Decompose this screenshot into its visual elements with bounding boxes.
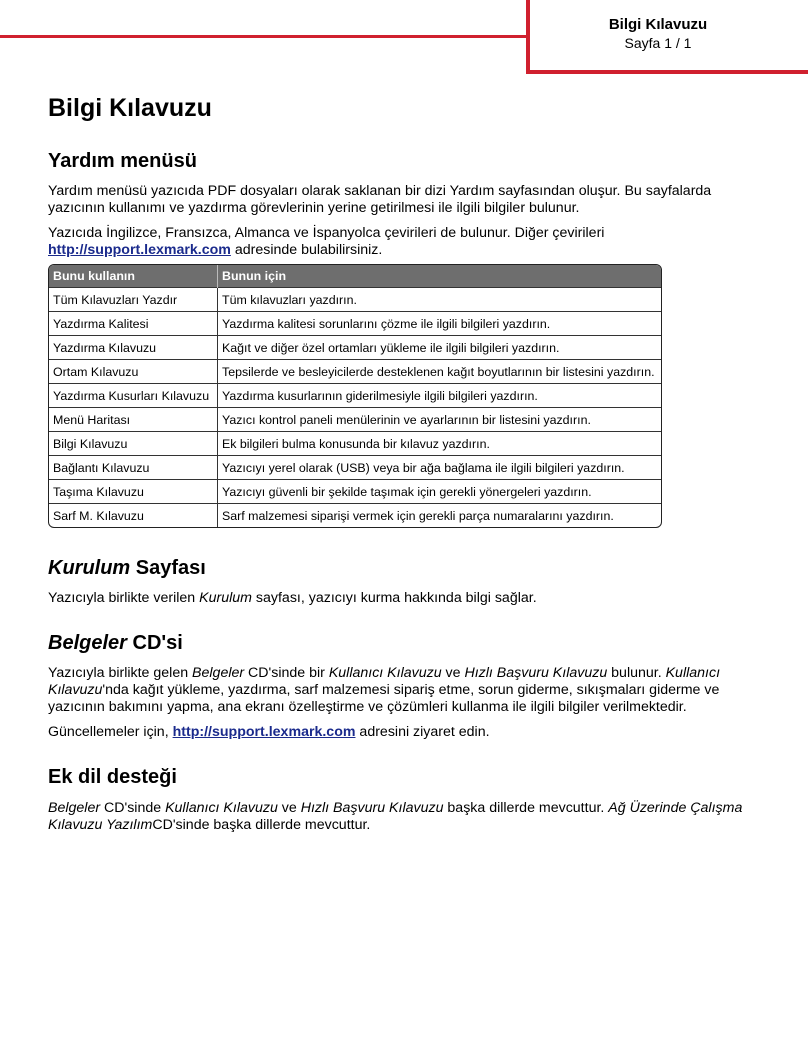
cd-text-h: Kullanıcı Kılavuzu: [48, 665, 721, 698]
table-row: [49, 408, 661, 432]
table-cell-guide: Tüm Kılavuzları Yazdır: [49, 288, 218, 312]
cd-text-e: ve: [441, 665, 465, 681]
heading-language-support: Ek dil desteği: [48, 766, 177, 788]
header-page-number: Sayfa 1 / 1: [624, 35, 692, 51]
table-cell-guide: Bağlantı Kılavuzu: [49, 456, 218, 480]
heading-setup-rest: Sayfası: [130, 557, 206, 579]
table-cell-purpose: Yazıcıyı yerel olarak (USB) veya bir ağa bağlama ile ilgili bilgileri yazdırın.: [218, 456, 662, 480]
setup-paragraph: [48, 590, 764, 607]
heading-setup-page: [48, 557, 206, 580]
table-row: [49, 456, 661, 480]
cd-text-i: 'nda kağıt yükleme, yazdırma, sarf malzemesi sipariş etme, sorun giderme, sıkışmaları giderme ve yazıcının bakımını yapma, ana ekranı özelleştirme ve çözümleri kullanma ile ilgili bilgiler verilmektedir.: [48, 682, 720, 715]
table-cell-purpose: Yazıcı kontrol paneli menülerinin ve ayarlarının bir listesini yazdırın.: [218, 408, 662, 432]
table-cell-guide: Yazdırma Kalitesi: [49, 312, 218, 336]
lang-text-c: Kullanıcı Kılavuzu: [165, 800, 278, 816]
help-menu-paragraph-1: Yardım menüsü yazıcıda PDF dosyaları olarak saklanan bir dizi Yardım sayfasından oluşur. Bu sayfalarda yazıcının kullanımı ve yazdırma görevlerinin yerine getirilmesi ile ilgili bilgiler bulunur.: [48, 183, 712, 216]
table-row: [49, 384, 661, 408]
table-row: [49, 336, 661, 360]
heading-help-menu: Yardım menüsü: [48, 150, 197, 172]
header-rule-bottom: [526, 70, 808, 74]
table-cell-purpose: Kağıt ve diğer özel ortamları yükleme ile ilgili bilgileri yazdırın.: [218, 336, 662, 360]
header-rule-top: [0, 35, 529, 38]
lang-text-f: başka dillerde mevcuttur.: [443, 800, 609, 816]
heading-cd-italic: Belgeler: [48, 632, 127, 654]
heading-cd-rest: CD'si: [126, 632, 183, 654]
table-cell-guide: Ortam Kılavuzu: [49, 360, 218, 384]
language-paragraph: [48, 800, 764, 834]
support-link-1[interactable]: http://support.lexmark.com: [48, 242, 231, 258]
table-cell-purpose: Sarf malzemesi siparişi vermek için gerekli parça numaralarını yazdırın.: [218, 504, 662, 528]
table-cell-guide: Sarf M. Kılavuzu: [49, 504, 218, 528]
setup-text-2: sayfası, yazıcıyı kurma hakkında bilgi sağlar.: [251, 590, 537, 606]
table-cell-guide: Bilgi Kılavuzu: [49, 432, 218, 456]
header-title: Bilgi Kılavuzu: [608, 16, 708, 33]
help-menu-paragraph-2: [48, 225, 764, 259]
table-row: [49, 432, 661, 456]
cd-text-c: CD'sinde bir: [244, 665, 329, 681]
lang-text-g: Ağ Üzerinde Çalışma Kılavuzu Yazılım: [48, 800, 743, 833]
lang-text-b: CD'sinde: [100, 800, 166, 816]
cd-text-f: Hızlı Başvuru Kılavuzu: [464, 665, 608, 681]
table-cell-purpose: Ek bilgileri bulma konusunda bir kılavuz yazdırın.: [218, 432, 662, 456]
table-cell-purpose: Yazdırma kalitesi sorunlarını çözme ile ilgili bilgileri yazdırın.: [218, 312, 662, 336]
table-header-purpose: Bunun için: [218, 265, 662, 288]
table-header-row: [49, 265, 661, 288]
table-cell-guide: Yazdırma Kılavuzu: [49, 336, 218, 360]
guides-table: [48, 264, 662, 528]
table-cell-purpose: Yazıcıyı güvenli bir şekilde taşımak için gerekli yönergeleri yazdırın.: [218, 480, 662, 504]
table-cell-guide: Taşıma Kılavuzu: [49, 480, 218, 504]
table-row: [49, 360, 661, 384]
support-link-2[interactable]: http://support.lexmark.com: [172, 724, 356, 740]
table-cell-purpose: Yazdırma kusurlarının giderilmesiyle ilgili bilgileri yazdırın.: [218, 384, 662, 408]
table-cell-guide: Yazdırma Kusurları Kılavuzu: [49, 384, 218, 408]
setup-text-italic: Kurulum: [199, 590, 252, 606]
lang-text-a: Belgeler: [48, 800, 101, 816]
lang-text-d: ve: [277, 800, 301, 816]
lang-text-h: CD'sinde başka dillerde mevcuttur.: [152, 817, 371, 833]
lang-text-e: Hızlı Başvuru Kılavuzu: [300, 800, 444, 816]
help-menu-paragraph-2-tail: adresinde bulabilirsiniz.: [230, 242, 383, 258]
table-row: [49, 312, 661, 336]
heading-setup-italic: Kurulum: [48, 557, 131, 579]
table-cell-purpose: Tepsilerde ve besleyicilerde desteklenen kağıt boyutlarının bir listesini yazdırın.: [218, 360, 662, 384]
help-menu-paragraph-2-text: Yazıcıda İngilizce, Fransızca, Almanca ve İspanyolca çevirileri de bulunur. Diğer çevirileri: [48, 225, 605, 241]
cd-p2-text-1: Güncellemeler için,: [48, 724, 173, 740]
table-row: [49, 480, 661, 504]
page-title: Bilgi Kılavuzu: [48, 94, 212, 122]
cd-text-d: Kullanıcı Kılavuzu: [328, 665, 442, 681]
cd-text-a: Yazıcıyla birlikte gelen: [48, 665, 193, 681]
setup-text-1: Yazıcıyla birlikte verilen: [48, 590, 200, 606]
heading-documentation-cd: [48, 632, 183, 655]
cd-p2-text-2: adresini ziyaret edin.: [355, 724, 490, 740]
cd-text-g: bulunur.: [607, 665, 666, 681]
cd-text-b: Belgeler: [192, 665, 245, 681]
table-cell-purpose: Tüm kılavuzları yazdırın.: [218, 288, 662, 312]
table-row: [49, 504, 661, 528]
cd-paragraph-1: [48, 665, 764, 716]
table-header-use: Bunu kullanın: [49, 265, 218, 288]
table-cell-guide: Menü Haritası: [49, 408, 218, 432]
table-row: [49, 288, 661, 312]
cd-paragraph-2: [48, 724, 764, 741]
